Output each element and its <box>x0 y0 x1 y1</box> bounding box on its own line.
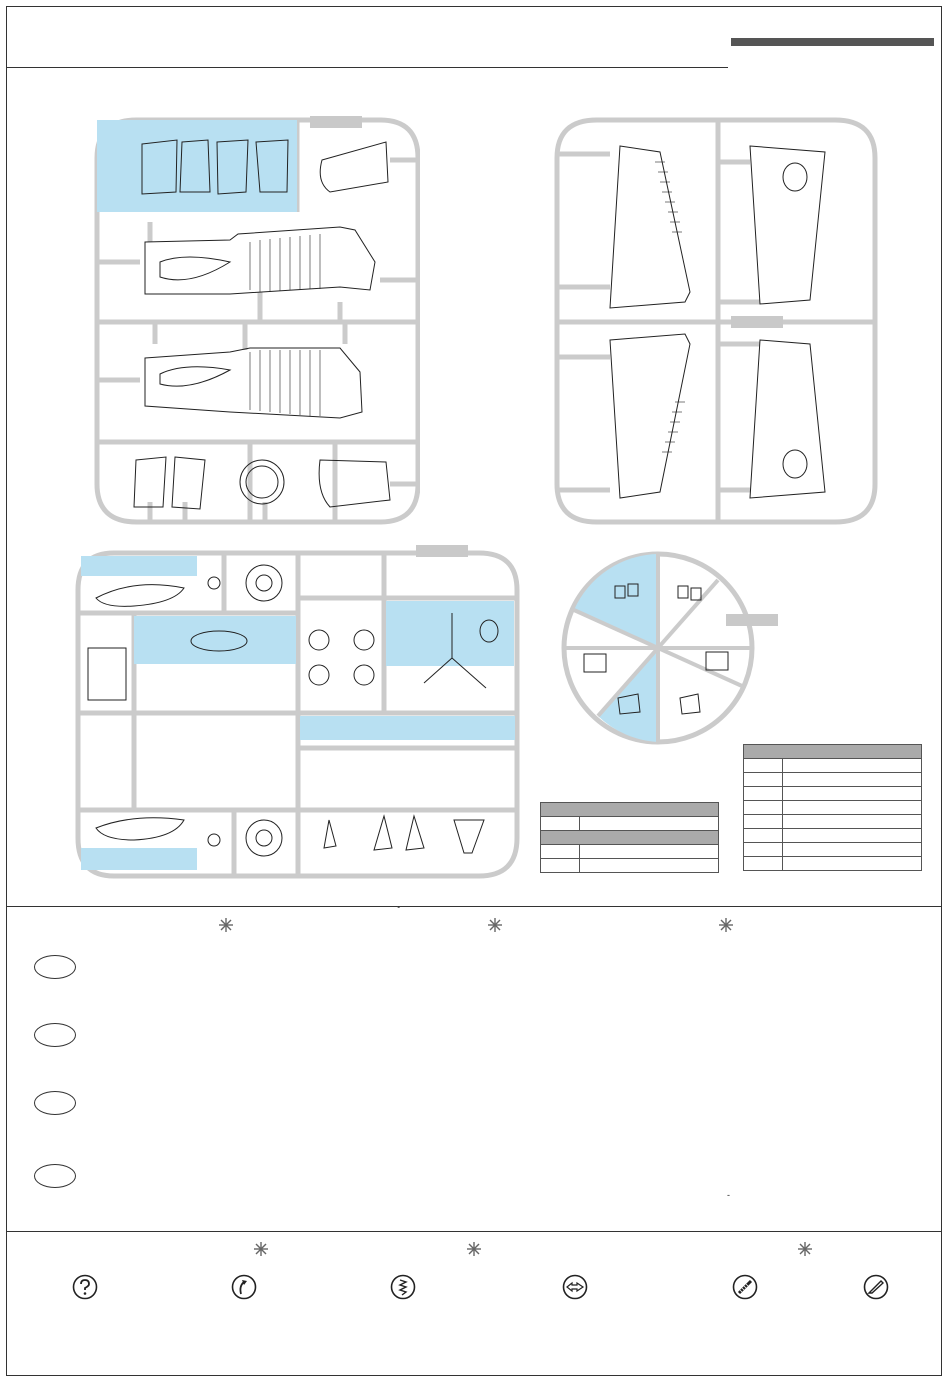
sprue-tag-d <box>726 614 778 626</box>
divider-1 <box>6 906 942 907</box>
paint-table-right <box>743 744 922 871</box>
canopy-highlight <box>97 120 297 212</box>
header-bar <box>731 38 934 46</box>
highlight-5 <box>81 848 197 870</box>
rotate-up-icon <box>231 1274 257 1300</box>
tiny-mark: - <box>727 1190 730 1200</box>
spring-icon <box>390 1274 416 1300</box>
question-icon <box>72 1274 98 1300</box>
language-badge <box>34 1091 76 1115</box>
star-icon <box>487 917 503 933</box>
knife-icon <box>863 1274 889 1300</box>
fuselage-sprue <box>90 112 420 528</box>
star-icon <box>718 917 734 933</box>
star-icon <box>218 917 234 933</box>
wing-sprue <box>550 112 880 528</box>
header-rule <box>6 67 728 68</box>
highlight-2 <box>134 616 296 664</box>
language-badge <box>34 1023 76 1047</box>
highlight-4 <box>300 716 515 740</box>
sprue-tag-b <box>731 316 783 328</box>
detail-sprue <box>74 548 522 881</box>
divider-2 <box>6 1231 942 1232</box>
language-badge <box>34 955 76 979</box>
sprue-tag-a <box>310 116 362 128</box>
canopy-sprue <box>560 550 760 750</box>
caret-mark: ˇ <box>397 906 401 917</box>
language-badge <box>34 1164 76 1188</box>
file-icon <box>732 1274 758 1300</box>
star-icon <box>466 1241 482 1257</box>
star-icon <box>253 1241 269 1257</box>
highlight-1 <box>81 556 197 576</box>
highlight-3 <box>386 601 514 666</box>
sprue-tag-c <box>416 545 468 557</box>
paint-table-left <box>540 802 719 873</box>
star-icon <box>797 1241 813 1257</box>
glue-arrow-icon <box>562 1274 588 1300</box>
